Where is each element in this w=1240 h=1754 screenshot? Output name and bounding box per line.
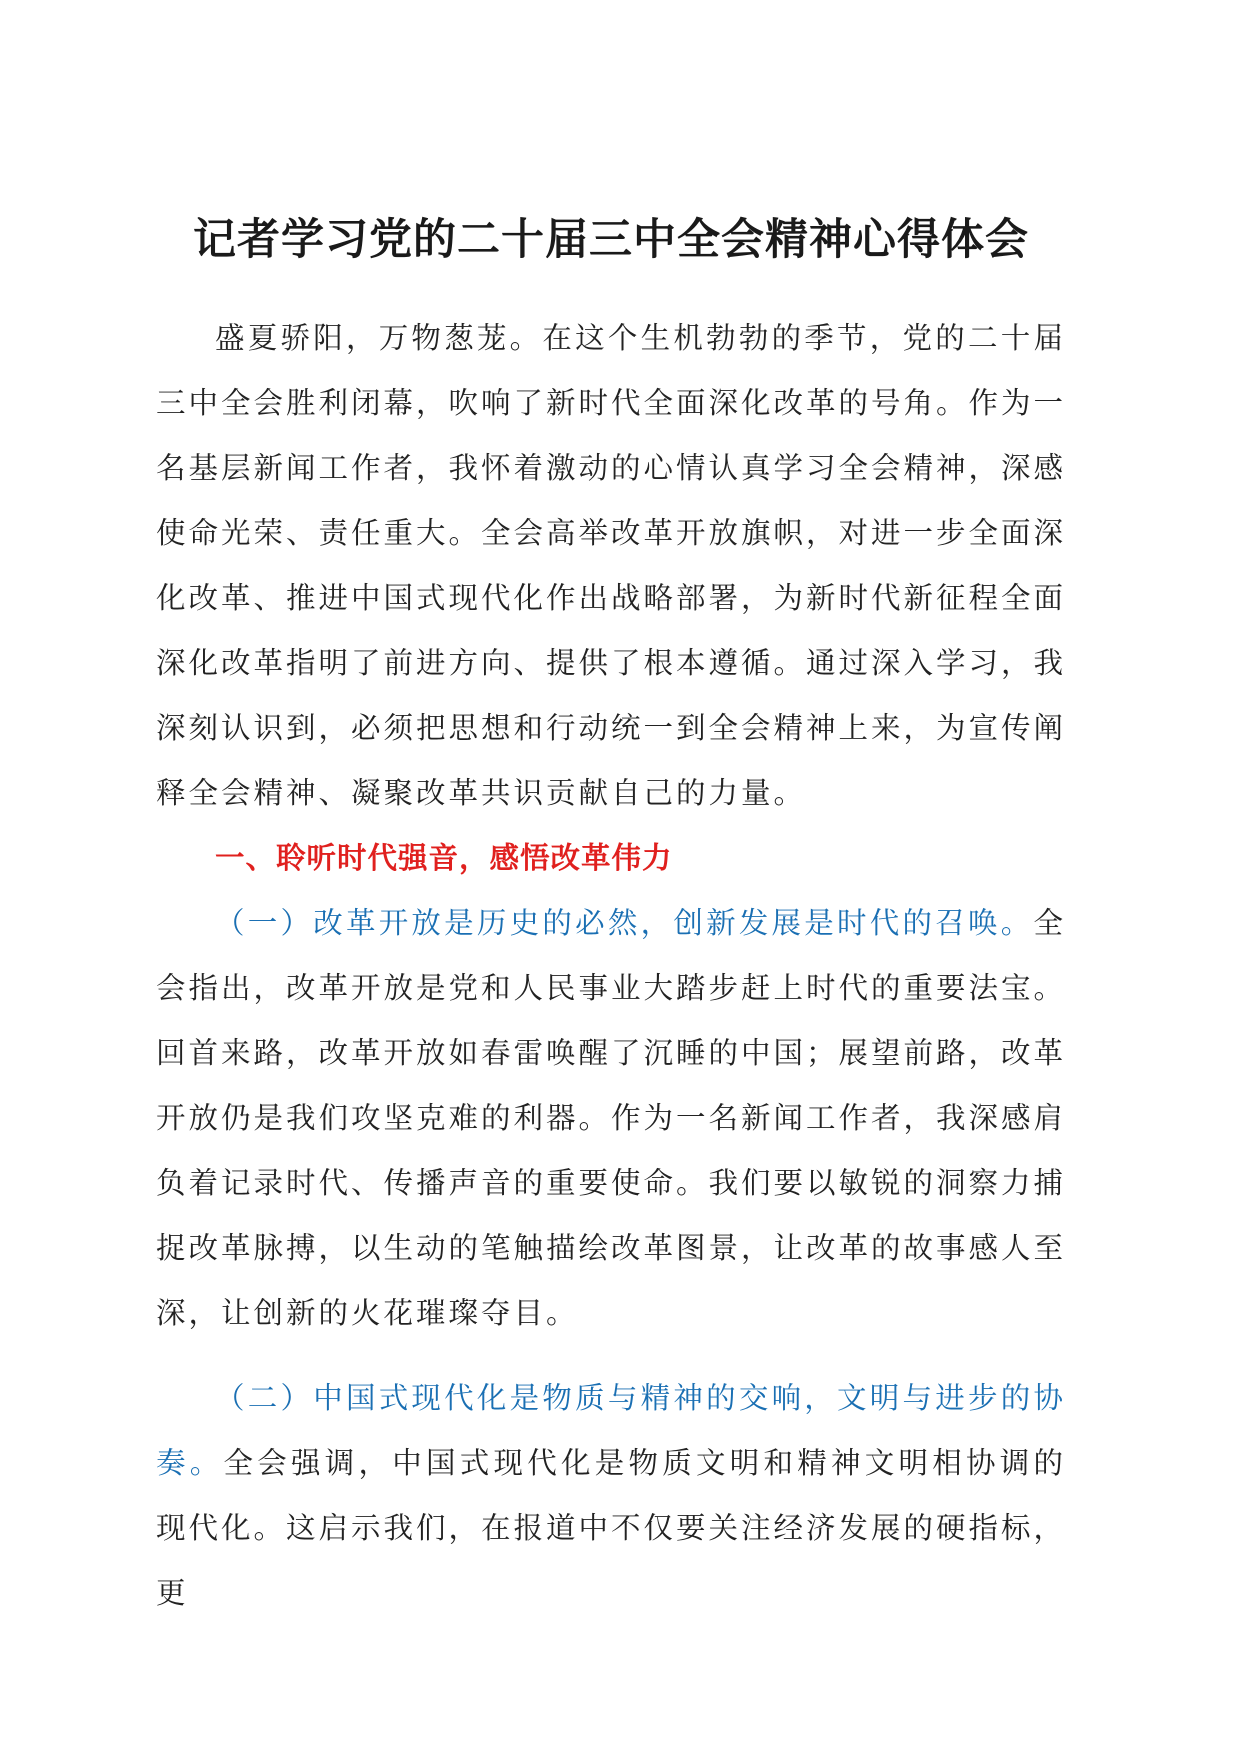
subsection-1-title: （一）改革开放是历史的必然，创新发展是时代的召唤。	[215, 906, 1034, 940]
document-title: 记者学习党的二十届三中全会精神心得体会	[193, 215, 1029, 265]
document-content	[156, 210, 1066, 1626]
subsection-1-paragraph	[156, 891, 1066, 1346]
subsection-1-body: 全会指出，改革开放是党和人民事业大踏步赶上时代的重要法宝。回首来路，改革开放如春雷唤醒了沉睡的中国；展望前路，改革开放仍是我们攻坚克难的利器。作为一名新闻工作者，我深感肩负着记录时代、传播声音的重要使命。我们要以敏锐的洞察力捕捉改革脉搏，以生动的笔触描绘改革图景，让改革的故事感人至深，让创新的火花璀璨夺目。	[156, 906, 1067, 1330]
subsection-2-title: （二）中国式现代化是物质与精神的交响，文明与进步的协奏。	[156, 1381, 1066, 1480]
section-1-heading: 一、聆听时代强音，感悟改革伟力	[215, 841, 673, 875]
intro-paragraph: 盛夏骄阳，万物葱茏。在这个生机勃勃的季节，党的二十届三中全会胜利闭幕，吹响了新时代全面深化改革的号角。作为一名基层新闻工作者，我怀着激动的心情认真学习全会精神，深感使命光荣、责任重大。全会高举改革开放旗帜，对进一步全面深化改革、推进中国式现代化作出战略部署，为新时代新征程全面深化改革指明了前进方向、提供了根本遵循。通过深入学习，我深刻认识到，必须把思想和行动统一到全会精神上来，为宣传阐释全会精神、凝聚改革共识贡献自己的力量。	[156, 321, 1067, 810]
subsection-2-body: 全会强调，中国式现代化是物质文明和精神文明相协调的现代化。这启示我们，在报道中不仅要关注经济发展的硬指标，更	[156, 1446, 1067, 1610]
subsection-2-paragraph	[156, 1366, 1066, 1626]
paragraph-gap	[156, 1346, 1066, 1366]
